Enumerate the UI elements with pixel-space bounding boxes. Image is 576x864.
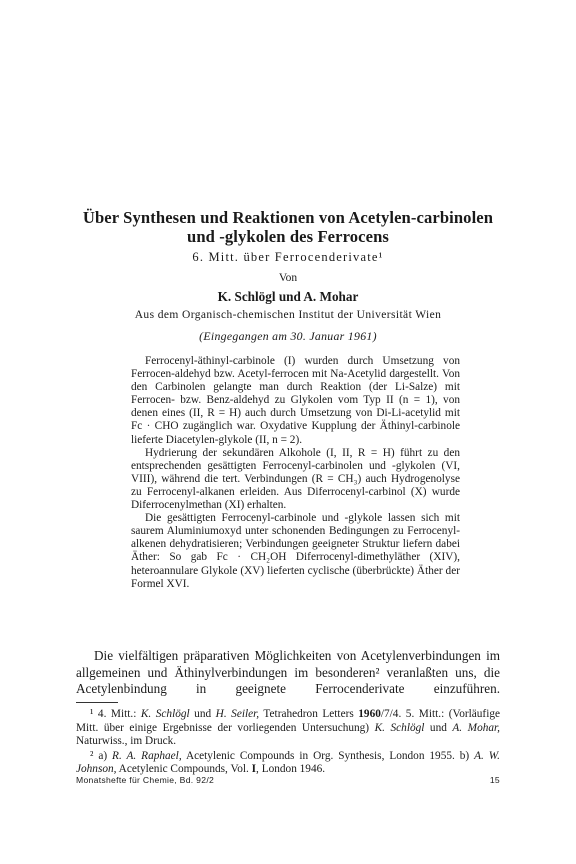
article-title-line-1: Über Synthesen und Reaktionen von Acetylen-carbinolen [82, 208, 494, 227]
footnote-2 [76, 750, 500, 777]
fn2-volume: I [251, 763, 257, 776]
fn1-text-c: Tetrahedron Letters [259, 708, 359, 720]
fn2-author-1: R. A. Raphael, [112, 749, 182, 762]
abstract [131, 355, 460, 591]
abstract-paragraph-3: Die gesättigten Ferrocenyl-carbinole und -glykole lassen sich mit saurem Aluminiumoxyd unter schonenden Bedingungen zu Ferrocenyl-alkenen dehydratisieren; Verbindungen geeigneter Struktur liefern dabei Äther: So gab Fc · CH₂OH Diferrocenyl-dimethyläther (XIV), heteroannulare Glykole (XV) lieferten cyclische (überbrückte) Äther der Formel XVI. [131, 512, 460, 590]
received-date: (Eingegangen am 30. Januar 1961) [199, 329, 377, 343]
body-text [76, 648, 500, 698]
fn1-author-3: K. Schlögl [374, 721, 425, 734]
footnote-1 [76, 708, 500, 749]
fn1-author-4: A. Mohar, [452, 721, 500, 734]
fn1-text-a: ¹ 4. Mitt.: [90, 708, 141, 720]
byline-von: Von [278, 272, 298, 284]
authors: K. Schlögl und A. Mohar [217, 289, 359, 304]
fn2-text-c: Acetylenic Compounds, Vol. [116, 763, 252, 776]
fn1-text-d: /7/4. 5. Mitt.: (Vorläufige Mitt. über einige Ergebnisse der vorliegenden Untersuchung) [76, 708, 500, 734]
fn1-author-2: H. Seiler, [215, 708, 260, 720]
fn1-text-f: Naturwiss., im Druck. [76, 735, 177, 748]
institute: Aus dem Organisch-chemischen Institut der Universität Wien [134, 309, 442, 321]
fn2-author-2: A. W. Johnson, [76, 749, 500, 776]
fn1-text-e: und [424, 721, 453, 734]
fn2-text-a: ² a) [90, 749, 113, 762]
abstract-paragraph-1: Ferrocenyl-äthinyl-carbinole (I) wurden durch Umsetzung von Ferrocen-aldehyd bzw. Acetyl-ferrocen mit Na-Acetylid dargestellt. Von den Carbinolen gelangte man durch Reaktion (der Li-Salze) mit Ferrocen- bzw. Benz-aldehyd zu Glykolen vom Typ II (n = 1), von denen eines (II, R = H) auch durch Umsetzung von Di-Li-acetylid mit Fc · CHO zugänglich war. Oxydative Kupplung der Äthinyl-carbinole lieferte Diacetylen-glykole (II, n = 2). [131, 355, 460, 446]
page-footer [76, 775, 500, 785]
fn1-volume: 1960 [358, 708, 381, 720]
abstract-paragraph-2: Hydrierung der sekundären Alkohole (I, II, R = H) führt zu den entsprechenden gesättigten Ferrocenyl-carbinolen und -glykolen (VI, VIII), während die tert. Verbindungen (R = CH₃) auch Hydrogenolyse zu Ferrocenyl-alkanen erleiden. Aus Diferrocenyl-carbinol (X) wurde Diferrocenylmethan (XI) erhalten. [131, 446, 460, 512]
article-title-line-2: und -glykolen des Ferrocens [187, 227, 389, 246]
body-paragraph-1: Die vielfältigen präparativen Möglichkeiten von Acetylenverbindungen im allgemeinen und Äthinylverbindungen im besonderen² veranlaßten uns, die Acetylenbindung in geeignete Ferrocenderivate einzuführen. [76, 648, 500, 696]
page-number: 15 [489, 775, 500, 785]
journal-reference: Monatshefte für Chemie, Bd. 92/2 [76, 775, 215, 785]
fn1-text-b: und [189, 708, 216, 720]
footnotes [76, 708, 500, 777]
series-subtitle: 6. Mitt. über Ferrocenderivate¹ [192, 250, 384, 264]
fn2-text-d: , London 1946. [256, 763, 326, 776]
fn1-author-1: K. Schlögl [140, 708, 190, 720]
fn2-text-b: Acetylenic Compounds in Org. Synthesis, London 1955. b) [181, 749, 475, 762]
footnote-rule [76, 702, 118, 703]
